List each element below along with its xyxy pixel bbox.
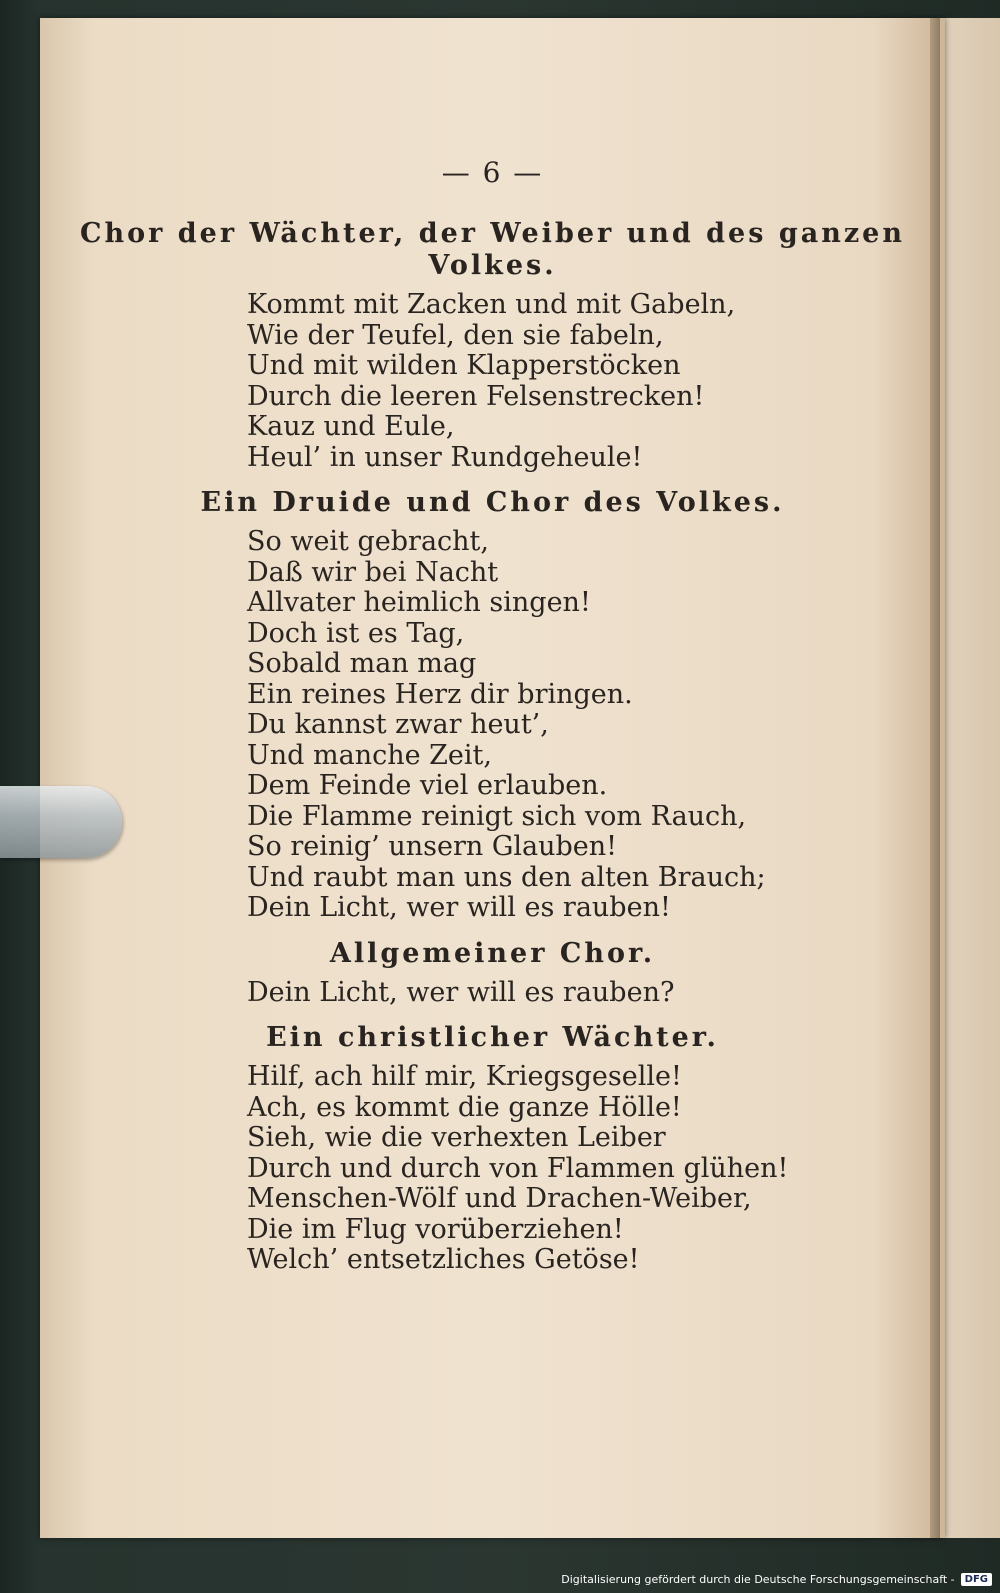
credit-text: Digitalisierung gefördert durch die Deutsche Forschungsgemeinschaft - [561,1572,955,1586]
verse-line: Sieh, wie die verhexten Leiber [247,1122,666,1153]
verse-line: Allvater heimlich singen! [247,587,591,618]
section-heading: Chor der Wächter, der Weiber und des ganzen Volkes. [80,218,905,281]
verse-line: Sobald man mag [247,648,477,679]
verse-line: Durch und durch von Flammen glühen! [247,1152,789,1184]
verse-line: Heul’ in unser Rundgeheule! [247,441,643,473]
verse-line: So weit gebracht, [247,526,489,557]
page-text [40,218,945,1276]
section-heading: Ein Druide und Chor des Volkes. [200,487,785,518]
verse-line: Wie der Teufel, den sie fabeln, [247,319,664,351]
verse-line: Daß wir bei Nacht [247,556,499,588]
verse-line: Ach, es kommt die ganze Hölle! [247,1091,682,1123]
verse-line: Menschen-Wölf und Drachen-Weiber, [247,1183,752,1214]
verse-line: Die Flamme reinigt sich vom Rauch, [247,800,747,832]
book-page [40,18,945,1538]
verse-line: Dein Licht, wer will es rauben! [247,892,671,923]
verse-line: Die im Flug vorüberziehen! [247,1213,624,1245]
verse-line: Welch’ entsetzliches Getöse! [247,1244,640,1275]
stanza [40,978,945,1009]
section-3 [40,938,945,1009]
page-number: — 6 — [441,156,544,189]
stanza [40,1062,945,1276]
verse-line: Du kannst zwar heut’, [247,709,549,740]
clamp-tab [0,786,122,858]
section-2 [40,487,945,924]
verse-line: Und raubt man uns den alten Brauch; [247,861,766,893]
verse-line: Durch die leeren Felsenstrecken! [247,380,705,412]
verse-line: Doch ist es Tag, [247,617,465,649]
verse-line: Kauz und Eule, [247,411,455,442]
verse-line: Ein reines Herz dir bringen. [247,678,633,710]
stanza [40,527,945,924]
verse-line: Dein Licht, wer will es rauben? [247,976,675,1008]
section-1 [40,218,945,473]
verse-line: Dem Feinde viel erlauben. [247,770,608,801]
verse-line: Hilf, ach hilf mir, Kriegsgeselle! [247,1061,682,1092]
section-heading: Ein christlicher Wächter. [266,1022,719,1053]
dfg-logo-icon: DFG [961,1573,992,1586]
verse-line: Und mit wilden Klapperstöcken [247,350,681,381]
verse-line: So reinig’ unsern Glauben! [247,831,618,862]
verse-line: Und manche Zeit, [247,739,492,771]
page-gutter [930,18,940,1538]
section-heading: Allgemeiner Chor. [329,937,656,969]
verse-line: Kommt mit Zacken und mit Gabeln, [247,289,736,320]
section-4 [40,1022,945,1276]
digitization-credit [561,1569,992,1589]
stanza [40,290,945,473]
